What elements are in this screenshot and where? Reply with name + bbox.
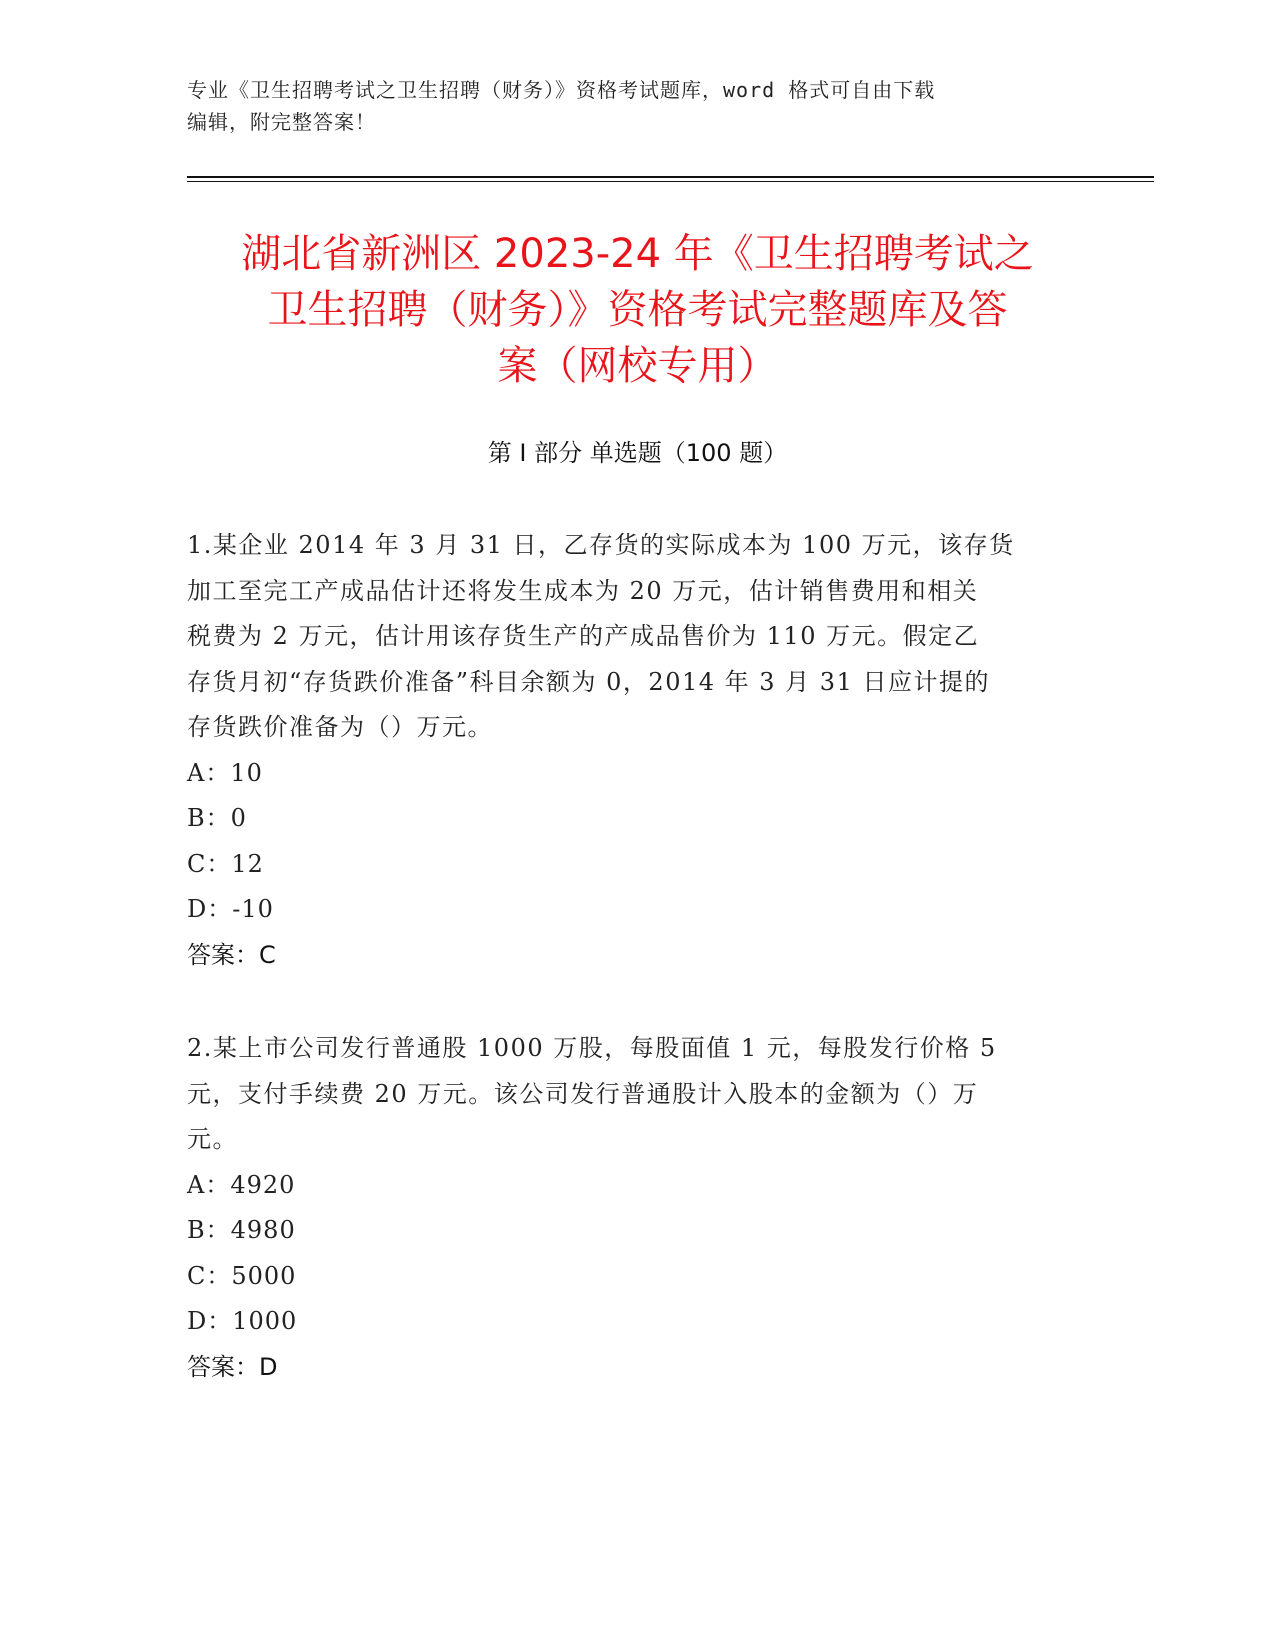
title-line-1: 湖北省新洲区 2023-24 年《卫生招聘考试之 [241,231,1034,277]
question-1-option-a: A：10 [187,758,263,787]
section-heading: 第 I 部分 单选题（100 题） [487,439,788,467]
question-stem-line: 税费为 2 万元，估计用该存货生产的产成品售价为 110 万元。假定乙 [187,622,980,650]
header-note-line-1: 专业《卫生招聘考试之卫生招聘（财务）》资格考试题库，word 格式可自由下载 [187,78,936,102]
header-divider-thin [187,181,1154,182]
question-2 [187,1026,1067,1390]
header-note-line-2: 编辑，附完整答案！ [187,110,376,134]
question-1-option-c: C：12 [187,849,264,878]
question-stem-line: 加工至完工产成品估计还将发生成本为 20 万元，估计销售费用和相关 [187,576,979,605]
question-2-answer: 答案：D [187,1352,278,1381]
question-1-stem [187,523,1067,751]
question-stem-line: 1.某企业 2014 年 3 月 31 日，乙存货的实际成本为 100 万元，该存货 [187,531,1015,559]
question-stem-line: 2.某上市公司发行普通股 1000 万股，每股面值 1 元，每股发行价格 5 [187,1034,997,1062]
question-stem-line: 存货月初“存货跌价准备”科目余额为 0，2014 年 3 月 31 日应计提的 [187,667,990,696]
question-1-option-d: D：-10 [187,895,274,923]
question-2-stem [187,1026,1067,1163]
question-2-option-b: B：4980 [187,1216,296,1244]
header-divider-thick [187,176,1154,178]
title-line-3: 案（网校专用） [497,343,778,389]
question-1 [187,523,1067,978]
question-2-option-c: C：5000 [187,1261,297,1290]
document-title [180,226,1095,394]
question-stem-line: 元，支付手续费 20 万元。该公司发行普通股计入股本的金额为（）万 [187,1079,979,1108]
title-line-2: 卫生招聘（财务）》资格考试完整题库及答 [267,287,1008,333]
question-2-option-d: D：1000 [187,1307,298,1335]
question-1-option-b: B：0 [187,804,247,832]
question-stem-line: 存货跌价准备为（）万元。 [187,713,493,741]
header-note [187,74,1067,138]
question-1-answer: 答案：C [187,940,276,969]
question-stem-line: 元。 [187,1125,238,1153]
question-2-option-a: A：4920 [187,1170,296,1199]
